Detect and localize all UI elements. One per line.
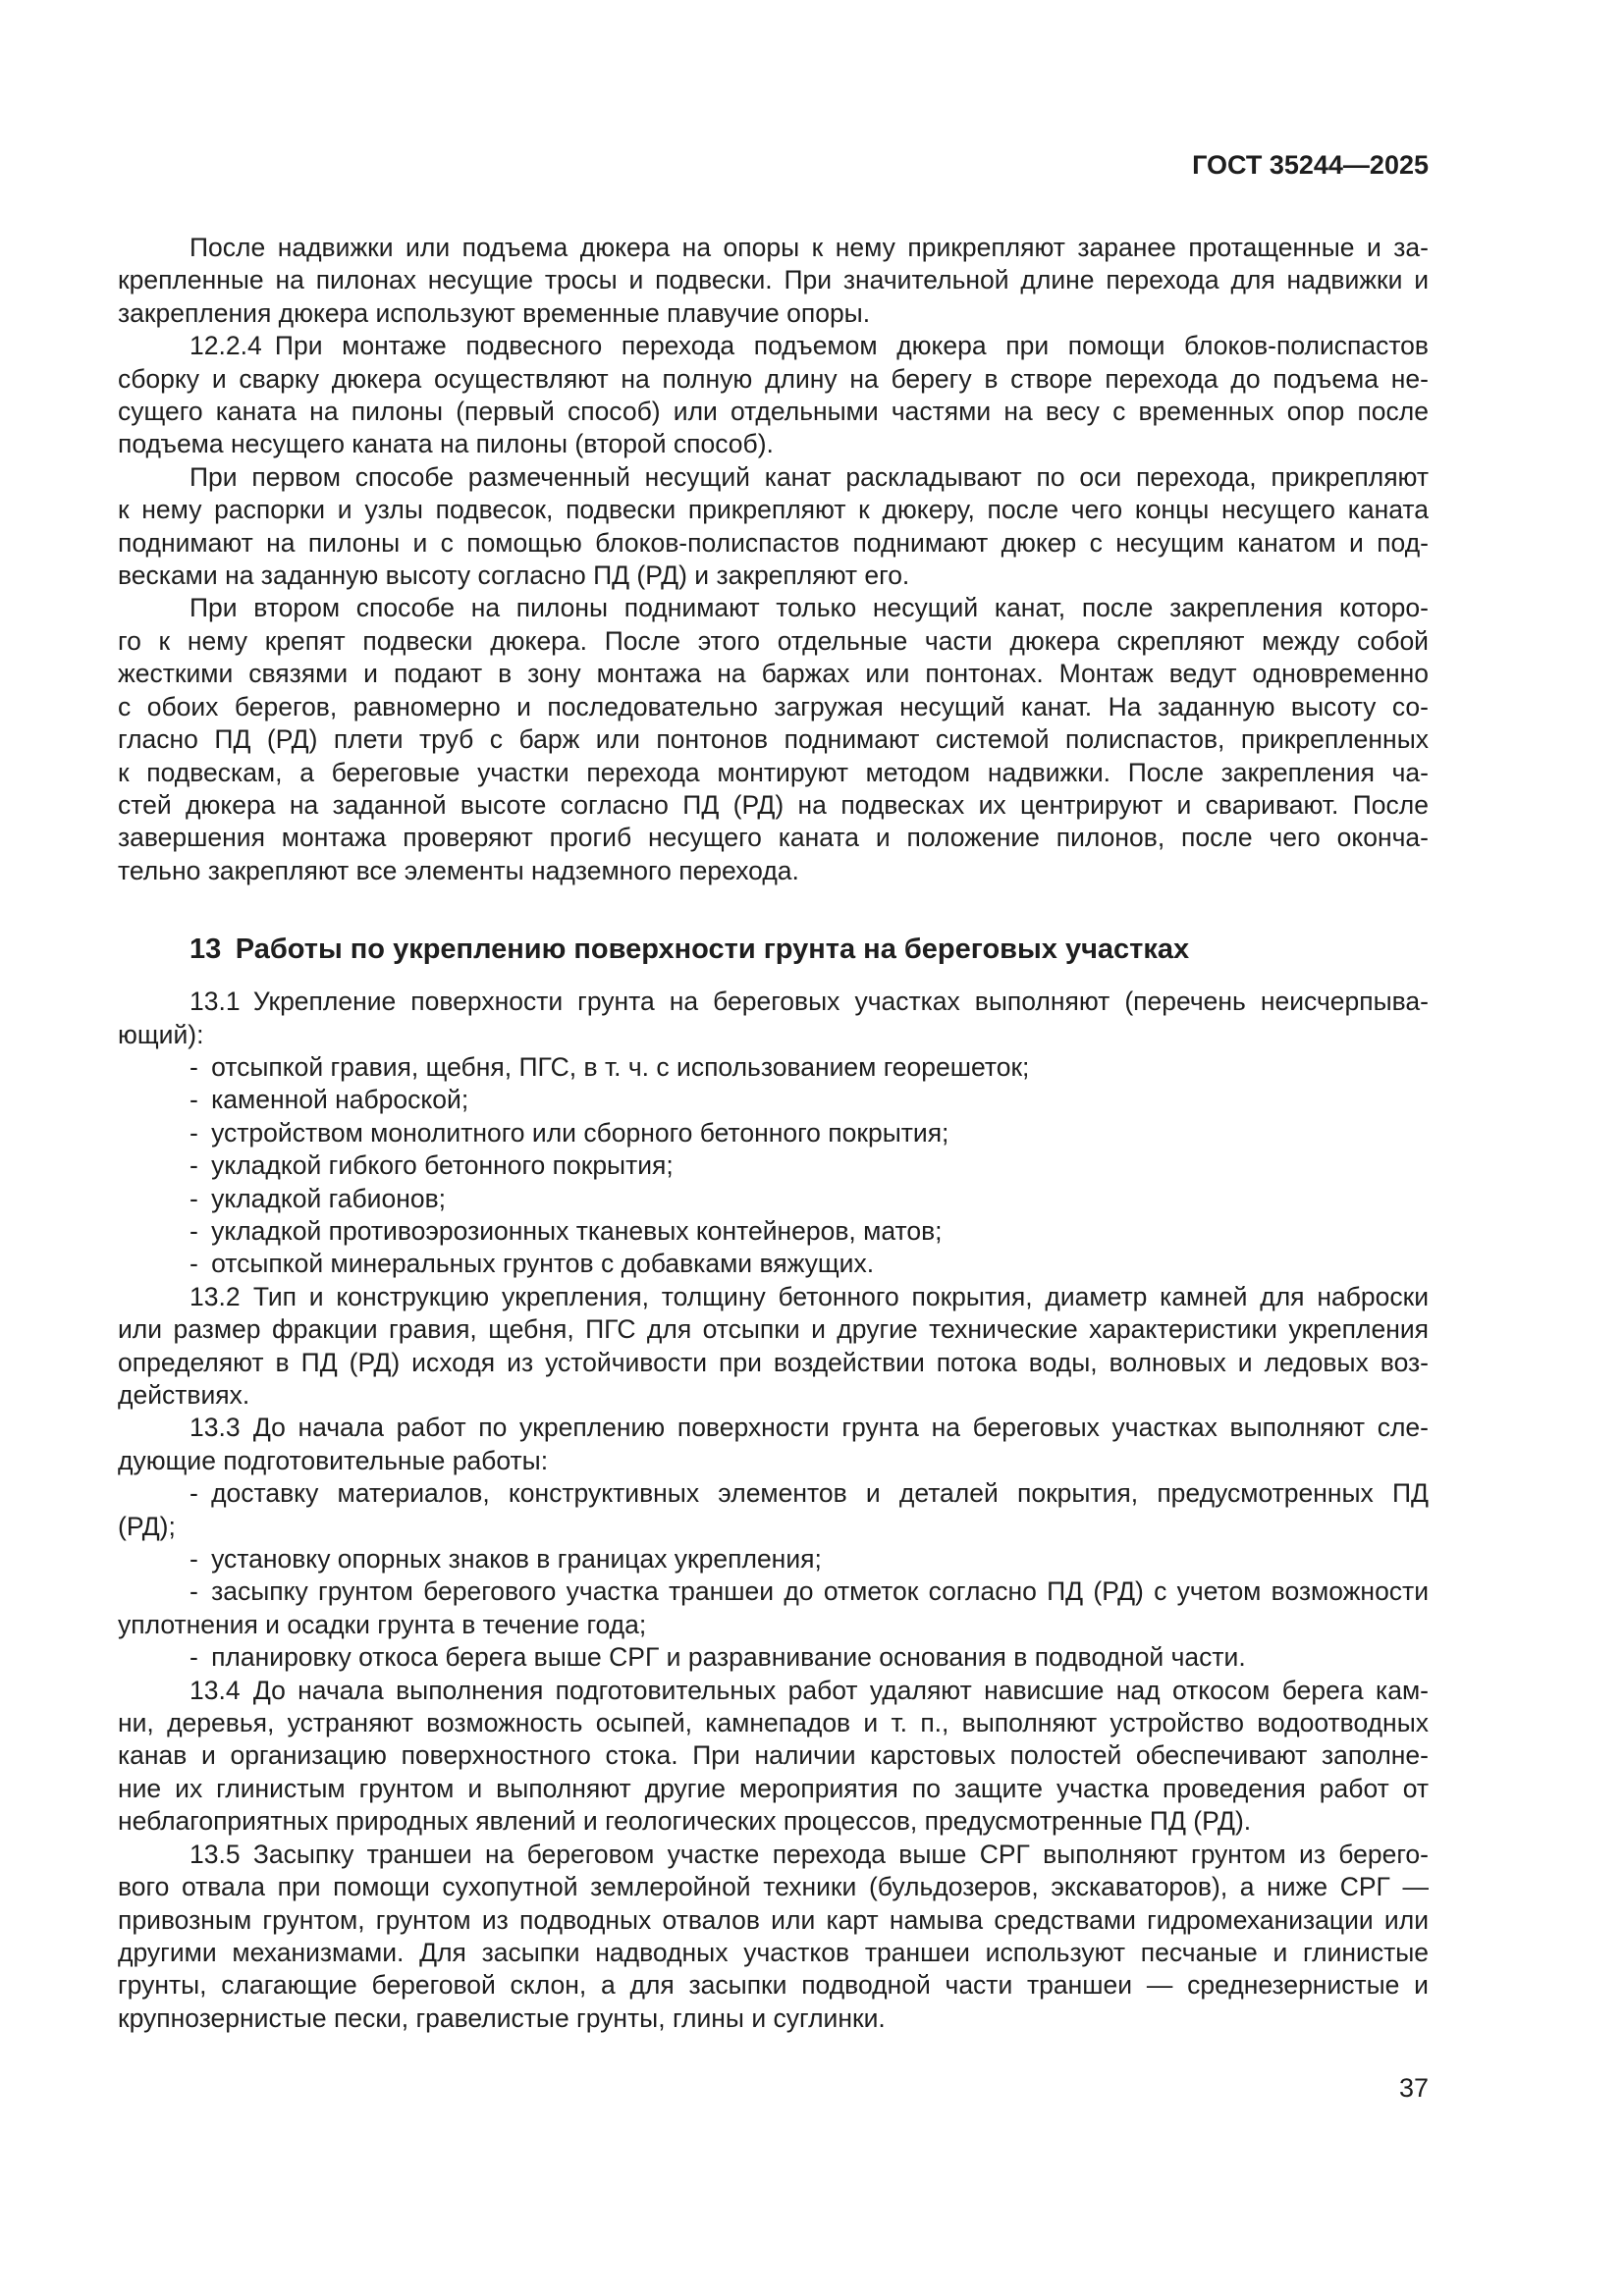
text-run: 12.2.4 При монтаже подвесного перехода подъемом дюкера при помощи блоков-полиспастов: [189, 331, 1429, 361]
text-line: [118, 1511, 1429, 1543]
text-line: [118, 1675, 1429, 1707]
text-run: поднимают на пилоны и с помощью блоков-полиспастов поднимают дюкер с несущим канатом и под-: [118, 527, 1429, 558]
text-line: [118, 461, 1429, 494]
text-line: [118, 1543, 1429, 1575]
text-line: [118, 1215, 1429, 1248]
text-line: [118, 428, 1429, 460]
paragraph: [118, 1839, 1429, 2035]
text-run: 13.5 Засыпку траншеи на береговом участке перехода выше СРГ выполняют грунтом из берего-: [189, 1839, 1429, 1869]
text-run: крупнозернистые пески, гравелистые грунты, глины и суглинки.: [118, 2002, 886, 2033]
text-run: - укладкой противоэрозионных тканевых контейнеров, матов;: [189, 1215, 943, 1246]
text-line: [118, 1707, 1429, 1739]
paragraph: [118, 986, 1429, 1051]
text-line: [118, 1379, 1429, 1412]
text-run: канав и организацию поверхностного стока. При наличии карстовых полостей обеспечивают заполне-: [118, 1740, 1429, 1771]
text-run: действиях.: [118, 1380, 250, 1410]
text-line: [118, 1739, 1429, 1772]
text-run: к подвескам, а береговые участки перехода монтируют методом надвижки. После закрепления ча-: [118, 757, 1429, 787]
text-run: сущего каната на пилоны (первый способ) или отдельными частями на весу с временных опор после: [118, 397, 1429, 427]
text-line: [118, 527, 1429, 560]
text-line: [118, 986, 1429, 1018]
text-line: [118, 658, 1429, 690]
text-line: [118, 232, 1429, 264]
text-line: [118, 1575, 1429, 1608]
text-run: другими механизмами. Для засыпки надводных участков траншеи используют песчаные и глинистые: [118, 1937, 1429, 1967]
text-line: [118, 1281, 1429, 1313]
page-number: 37: [1398, 2073, 1429, 2103]
text-line: [118, 1773, 1429, 1805]
text-run: неблагоприятных природных явлений и геологических процессов, предусмотренные ПД (РД).: [118, 1806, 1252, 1837]
text-line: [118, 1871, 1429, 1903]
text-run: с обоих берегов, равномерно и последовательно загружая несущий канат. На заданную высоту со-: [118, 691, 1429, 721]
paragraph: [118, 1117, 1429, 1149]
text-run: крепленные на пилонах несущие тросы и подвески. При значительной длине перехода для надвижки и: [118, 265, 1429, 295]
text-line: [118, 1248, 1429, 1280]
paragraph: [118, 1575, 1429, 1641]
text-run: - укладкой габионов;: [189, 1183, 447, 1213]
text-run: жесткими связями и подают в зону монтажа на баржах или понтонах. Монтаж ведут одновременно: [118, 659, 1429, 689]
text-line: [118, 1477, 1429, 1510]
text-line: [118, 1117, 1429, 1149]
text-line: [118, 396, 1429, 428]
text-line: [118, 1937, 1429, 1969]
text-run: ющий):: [118, 1019, 204, 1049]
text-run: весками на заданную высоту согласно ПД (РД) и закрепляют его.: [118, 561, 910, 591]
text-line: [118, 1445, 1429, 1477]
text-run: к нему распорки и узлы подвесок, подвески прикрепляют к дюкеру, после чего концы несущего каната: [118, 495, 1429, 525]
paragraph: [118, 592, 1429, 887]
text-run: дующие подготовительные работы:: [118, 1445, 549, 1475]
paragraph: [118, 1641, 1429, 1674]
text-line: [118, 757, 1429, 789]
text-line: [118, 789, 1429, 822]
text-run: гласно ПД (РД) плети труб с барж или понтонов поднимают системой полиспастов, прикрепленных: [118, 724, 1429, 755]
text-line: [118, 1641, 1429, 1674]
text-line: [118, 1051, 1429, 1084]
paragraph: [118, 1543, 1429, 1575]
paragraph: [118, 1051, 1429, 1084]
text-line: [118, 625, 1429, 658]
paragraph: [118, 1215, 1429, 1248]
text-line: [118, 723, 1429, 756]
text-line: [118, 1149, 1429, 1182]
section-heading: 13 Работы по укреплению поверхности грунта на береговых участках: [189, 934, 1190, 966]
paragraph: [118, 461, 1429, 593]
text-line: [118, 1839, 1429, 1871]
text-run: - планировку откоса берега выше СРГ и разравнивание основания в подводной части.: [189, 1642, 1246, 1673]
text-run: 13.3 До начала работ по укреплению поверхности грунта на береговых участках выполняют сле-: [189, 1413, 1429, 1443]
text-line: [118, 1313, 1429, 1346]
text-line: [118, 1347, 1429, 1379]
text-run: - отсыпкой минеральных грунтов с добавками вяжущих.: [189, 1249, 875, 1279]
text-run: - укладкой гибкого бетонного покрытия;: [189, 1150, 674, 1181]
text-run: грунты, слагающие береговой склон, а для засыпки подводной части траншеи — среднезернистые и: [118, 1970, 1429, 2001]
text-line: [118, 822, 1429, 854]
text-line: [118, 1183, 1429, 1215]
text-run: го к нему крепят подвески дюкера. После этого отдельные части дюкера скрепляют между собой: [118, 625, 1429, 656]
text-run: тельно закрепляют все элементы надземного перехода.: [118, 855, 799, 885]
paragraph: [118, 1412, 1429, 1477]
text-run: - отсыпкой гравия, щебня, ПГС, в т. ч. с использованием георешеток;: [189, 1051, 1030, 1082]
document-body: [118, 232, 1429, 2035]
text-run: 13.4 До начала выполнения подготовительных работ удаляют нависшие над откосом берега кам-: [189, 1675, 1429, 1705]
text-line: [118, 264, 1429, 296]
text-line: [118, 691, 1429, 723]
paragraph: [118, 330, 1429, 461]
text-line: [118, 297, 1429, 330]
text-run: подъема несущего каната на пилоны (второй способ).: [118, 429, 774, 459]
text-run: - доставку материалов, конструктивных элементов и деталей покрытия, предусмотренных ПД: [189, 1478, 1429, 1509]
text-line: [118, 1412, 1429, 1444]
text-run: уплотнения и осадки грунта в течение года;: [118, 1609, 647, 1639]
text-line: [118, 592, 1429, 624]
text-run: 13.1 Укрепление поверхности грунта на береговых участках выполняют (перечень неисчерпыва-: [189, 987, 1429, 1017]
text-line: [118, 330, 1429, 362]
text-line: [118, 1805, 1429, 1838]
paragraph: [118, 1675, 1429, 1839]
text-line: [118, 1609, 1429, 1641]
text-line: [118, 855, 1429, 887]
text-line: [118, 1969, 1429, 2002]
text-run: определяют в ПД (РД) исходя из устойчивости при воздействии потока воды, волновых и ледовых воз-: [118, 1347, 1429, 1377]
text-run: ние их глинистым грунтом и выполняют другие мероприятия по защите участка проведения работ от: [118, 1773, 1429, 1803]
text-run: стей дюкера на заданной высоте согласно ПД (РД) на подвесках их центрируют и сваривают. После: [118, 789, 1429, 820]
paragraph: [118, 1084, 1429, 1116]
paragraph: [118, 1183, 1429, 1215]
text-run: или размер фракции гравия, щебня, ПГС для отсыпки и другие технические характеристики укрепления: [118, 1314, 1429, 1345]
text-run: - каменной наброской;: [189, 1085, 469, 1115]
text-run: сборку и сварку дюкера осуществляют на полную длину на берегу в створе перехода до подъема не-: [118, 363, 1429, 394]
paragraph: [118, 1281, 1429, 1413]
text-run: После надвижки или подъема дюкера на опоры к нему прикрепляют заранее протащенные и за-: [189, 233, 1429, 262]
text-run: При первом способе размеченный несущий канат раскладывают по оси перехода, прикрепляют: [189, 461, 1429, 492]
text-line: [118, 1904, 1429, 1937]
text-run: вого отвала при помощи сухопутной землеройной техники (бульдозеров, экскаваторов), а ниже СРГ —: [118, 1872, 1429, 1902]
text-run: При втором способе на пилоны поднимают только несущий канат, после закрепления которо-: [189, 593, 1429, 623]
text-run: привозным грунтом, грунтом из подводных отвалов или карт намыва средствами гидромеханизации или: [118, 1904, 1429, 1935]
text-run: - засыпку грунтом берегового участка траншеи до отметок согласно ПД (РД) с учетом возможности: [189, 1576, 1429, 1607]
text-line: [118, 363, 1429, 396]
text-line: [118, 2002, 1429, 2035]
text-run: ни, деревья, устраняют возможность осыпей, камнепадов и т. п., выполняют устройство водоотводных: [118, 1708, 1429, 1738]
paragraph: [118, 232, 1429, 330]
text-run: (РД);: [118, 1511, 176, 1541]
text-run: закрепления дюкера используют временные плавучие опоры.: [118, 297, 871, 328]
text-run: 13.2 Тип и конструкцию укрепления, толщину бетонного покрытия, диаметр камней для наброски: [189, 1281, 1429, 1311]
text-line: [118, 560, 1429, 592]
paragraph: [118, 1149, 1429, 1182]
text-line: [118, 1019, 1429, 1051]
text-run: - устройством монолитного или сборного бетонного покрытия;: [189, 1117, 949, 1148]
text-line: [118, 1084, 1429, 1116]
text-run: - установку опорных знаков в границах укрепления;: [189, 1544, 822, 1575]
paragraph: [118, 1477, 1429, 1543]
text-run: завершения монтажа проверяют прогиб несущего каната и положение пилонов, после чего оконча-: [118, 823, 1429, 853]
paragraph: [118, 1248, 1429, 1280]
text-line: [118, 494, 1429, 526]
running-header: ГОСТ 35244—2025: [1192, 150, 1429, 180]
